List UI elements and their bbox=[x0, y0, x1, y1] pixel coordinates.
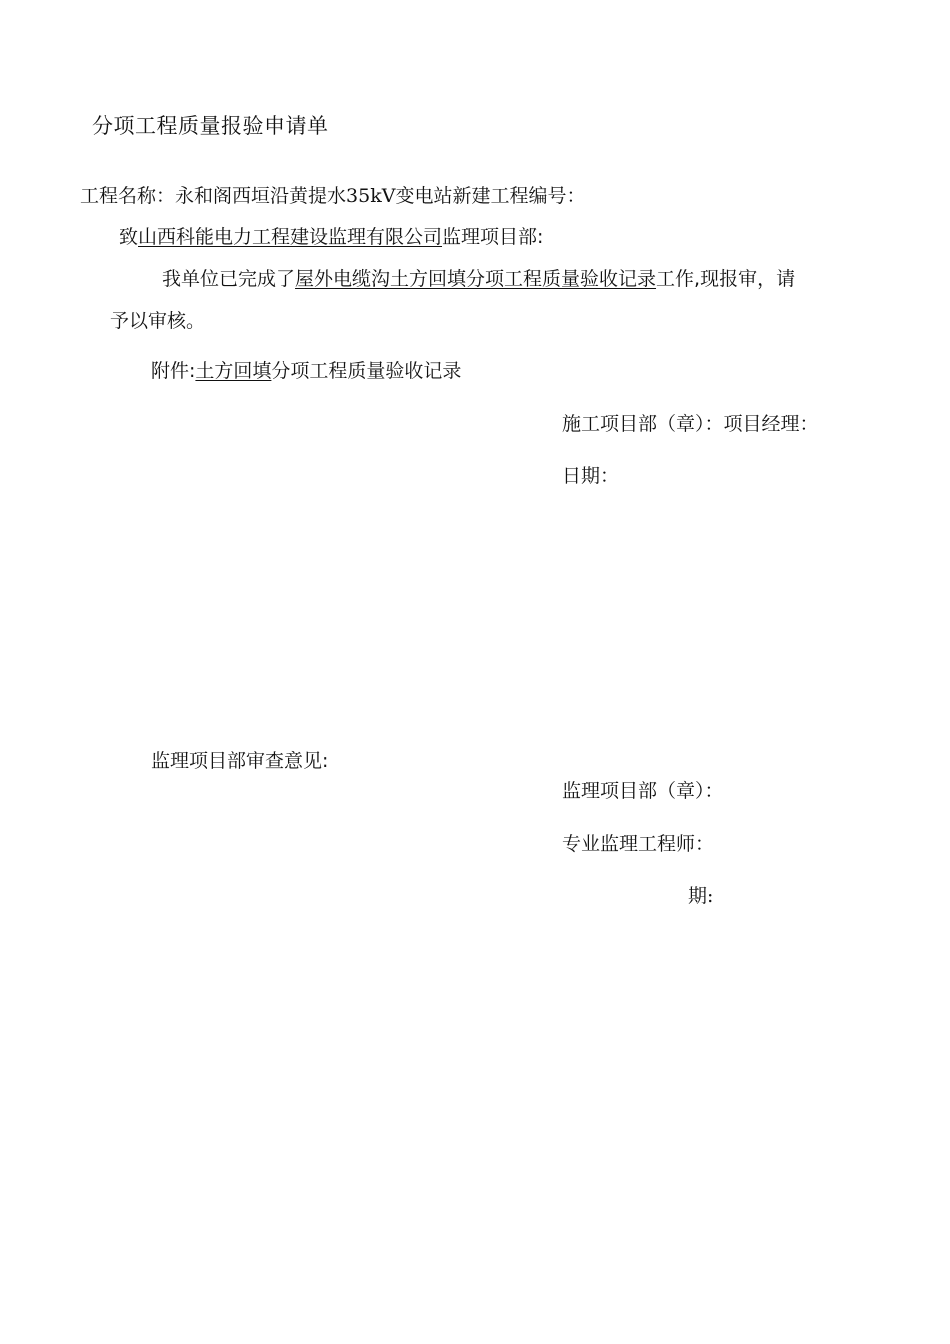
attachment-item-rest: 分项工程质量验收记录 bbox=[271, 360, 462, 382]
contractor-dept-seal: 施工项目部（章）：项目经理： bbox=[562, 413, 819, 435]
project-voltage: 35kV bbox=[346, 185, 396, 207]
body-line-1 bbox=[162, 270, 795, 289]
addressee-department: 监理项目部: bbox=[442, 226, 544, 248]
contractor-date: 日期： bbox=[562, 465, 620, 487]
addressee-company: 山西科能电力工程建设监理有限公司 bbox=[138, 226, 443, 248]
body-work-item: 屋外电缆沟土方回填分项工程质量验收记录 bbox=[295, 268, 657, 290]
body-line-2: 予以审核。 bbox=[110, 310, 206, 332]
project-name-suffix: 变电站新建工程 bbox=[395, 185, 529, 207]
body-part-1: 我单位已完成了 bbox=[162, 268, 296, 290]
attachment-label: 附件: bbox=[151, 360, 196, 382]
addressee-prefix: 致 bbox=[119, 226, 139, 248]
project-name-prefix: 永和阁西垣沿黄提水 bbox=[175, 185, 347, 207]
supervisor-engineer: 专业监理工程师： bbox=[562, 833, 715, 855]
document-title: 分项工程质量报验申请单 bbox=[92, 114, 329, 138]
attachment-item-underlined: 土方回填 bbox=[195, 360, 272, 382]
supervisor-opinion-label: 监理项目部审查意见: bbox=[151, 750, 329, 772]
project-name-label: 工程名称： bbox=[80, 185, 176, 207]
supervisor-dept-seal: 监理项目部（章）： bbox=[562, 780, 724, 802]
body-part-2: 工作,现报审，请 bbox=[656, 268, 796, 290]
project-number-label: 编号： bbox=[528, 185, 586, 207]
addressee-line bbox=[119, 228, 543, 247]
supervisor-date: 期: bbox=[688, 885, 714, 907]
project-name-line bbox=[80, 187, 585, 206]
attachment-line bbox=[151, 362, 461, 381]
